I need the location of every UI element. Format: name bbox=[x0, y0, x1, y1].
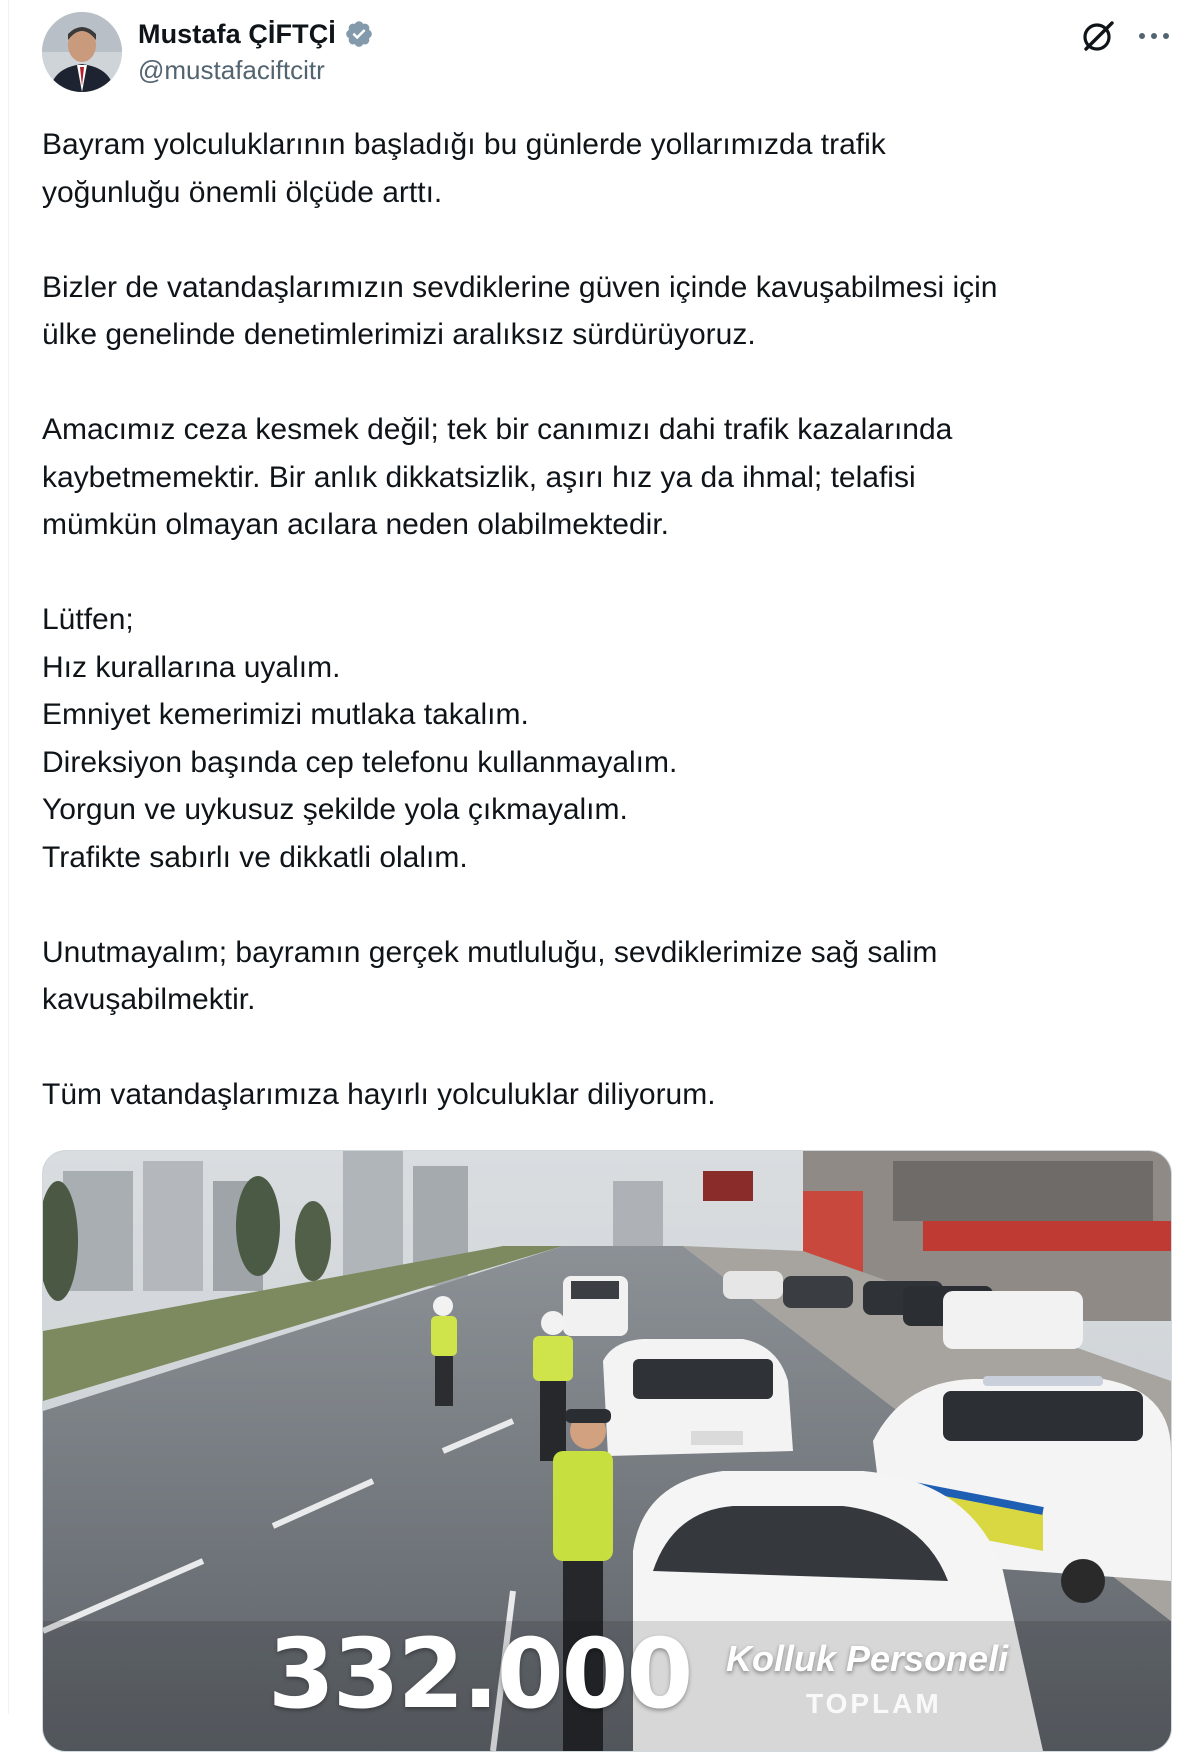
more-options-icon[interactable] bbox=[1132, 16, 1176, 56]
tweet-text bbox=[42, 121, 1172, 1119]
avatar[interactable] bbox=[42, 12, 122, 92]
media-overlay-count: 332.000 bbox=[268, 1618, 692, 1730]
grok-icon[interactable] bbox=[1078, 16, 1118, 56]
media-overlay-sub: TOPLAM bbox=[806, 1688, 942, 1719]
name-row bbox=[138, 14, 374, 54]
tweet-paragraph: Lütfen; Hız kurallarına uyalım. Emniyet kemerimizi mutlaka takalım. Direksiyon başında cep telefonu kullanmayalım. Yorgun ve uykusuz şekilde yola çıkmayalım. Trafikte sabırlı ve dikkatli olalım. bbox=[42, 603, 678, 874]
tweet-paragraph: Amacımız ceza kesmek değil; tek bir canımızı dahi trafik kazalarında kaybetmemektir. Bir anlık dikkatsizlik, aşırı hız ya da ihmal; telafisi mümkün olmayan acılara neden olabilmektedir. bbox=[42, 413, 953, 541]
tweet-paragraph: Unutmayalım; bayramın gerçek mutluluğu, sevdiklerimize sağ salim kavuşabilmektir. bbox=[42, 935, 938, 1016]
media-overlay-label: Kolluk Personeli bbox=[726, 1638, 1009, 1679]
tweet-header bbox=[0, 0, 1200, 100]
verified-badge-icon[interactable] bbox=[344, 19, 374, 49]
tweet-paragraph: Bizler de vatandaşlarımızın sevdiklerine güven içinde kavuşabilmesi için ülke genelinde denetimlerimizi aralıksız sürdürüyoruz. bbox=[42, 270, 998, 351]
tweet-paragraph: Tüm vatandaşlarımıza hayırlı yolculuklar diliyorum. bbox=[42, 1078, 716, 1111]
user-handle[interactable]: @mustafaciftcitr bbox=[138, 55, 325, 85]
avatar-image bbox=[42, 12, 122, 92]
timeline-border bbox=[8, 0, 9, 1714]
display-name[interactable]: Mustafa ÇİFTÇİ bbox=[138, 18, 336, 49]
tweet-paragraph: Bayram yolculuklarının başladığı bu günlerde yollarımızda trafik yoğunluğu önemli ölçüde arttı. bbox=[42, 128, 886, 209]
